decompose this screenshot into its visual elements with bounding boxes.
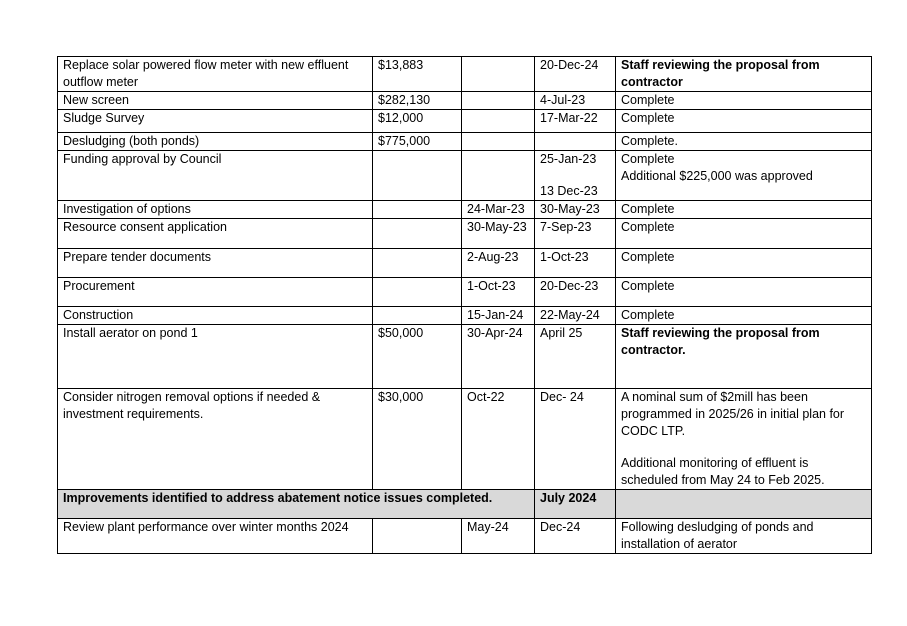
table-row [58,110,872,133]
end-date-cell: 30-May-23 [535,201,616,219]
task-cell: Construction [58,307,373,325]
end-date-cell: April 25 [535,325,616,389]
start-date-cell [462,92,535,110]
table-row [58,133,872,151]
cost-cell: $282,130 [373,92,462,110]
table-row [58,389,872,490]
start-date-cell [462,110,535,133]
paragraph-gap [621,440,866,455]
end-date-cell: Dec-24 [535,519,616,554]
task-cell: Review plant performance over winter months 2024 [58,519,373,554]
task-cell: New screen [58,92,373,110]
project-status-table [57,56,872,554]
status-cell: Complete [616,307,872,325]
end-date-cell [535,133,616,151]
status-cell: Staff reviewing the proposal from contractor. [616,325,872,389]
table-row [58,249,872,278]
cost-cell [373,219,462,249]
table-row [58,278,872,307]
summary-empty-cell [616,490,872,519]
status-cell: Complete [616,92,872,110]
status-cell: Complete [616,201,872,219]
end-date-cell: 7-Sep-23 [535,219,616,249]
table-row [58,151,872,201]
task-cell: Prepare tender documents [58,249,373,278]
table-row [58,307,872,325]
task-cell: Consider nitrogen removal options if needed & investment requirements. [58,389,373,490]
task-cell: Replace solar powered flow meter with new effluent outflow meter [58,57,373,92]
task-cell: Sludge Survey [58,110,373,133]
start-date-cell: 30-Apr-24 [462,325,535,389]
end-date-cell: Dec- 24 [535,389,616,490]
end-date-line: 25-Jan-23 [540,152,597,166]
table-row [58,325,872,389]
cost-cell [373,278,462,307]
start-date-cell: May-24 [462,519,535,554]
status-line: Additional $225,000 was approved [621,169,813,183]
start-date-cell: 2-Aug-23 [462,249,535,278]
end-date-line: 13 Dec-23 [540,184,598,198]
status-paragraph: Additional monitoring of effluent is scheduled from May 24 to Feb 2025. [621,456,825,487]
cost-cell [373,307,462,325]
status-line: Complete [621,152,675,166]
status-paragraph: A nominal sum of $2mill has been programmed in 2025/26 in initial plan for CODC LTP. [621,390,845,438]
status-cell: Complete [616,278,872,307]
end-date-cell: 20-Dec-23 [535,278,616,307]
summary-row [58,490,872,519]
task-cell: Install aerator on pond 1 [58,325,373,389]
start-date-cell [462,151,535,201]
status-cell: Complete [616,249,872,278]
task-cell: Desludging (both ponds) [58,133,373,151]
status-cell: Staff reviewing the proposal from contractor [616,57,872,92]
start-date-cell [462,133,535,151]
table-row [58,219,872,249]
status-cell [616,151,872,201]
start-date-cell: 30-May-23 [462,219,535,249]
cost-cell [373,151,462,201]
cost-cell [373,249,462,278]
end-date-cell [535,151,616,201]
start-date-cell: 24-Mar-23 [462,201,535,219]
cost-cell: $775,000 [373,133,462,151]
start-date-cell: Oct-22 [462,389,535,490]
table-row [58,201,872,219]
table-row [58,519,872,554]
task-cell: Funding approval by Council [58,151,373,201]
end-date-cell: 22-May-24 [535,307,616,325]
end-date-cell: 20-Dec-24 [535,57,616,92]
status-cell: Complete. [616,133,872,151]
table-row [58,57,872,92]
summary-date-cell: July 2024 [535,490,616,519]
summary-text-cell: Improvements identified to address abatement notice issues completed. [58,490,535,519]
task-cell: Resource consent application [58,219,373,249]
cost-cell: $30,000 [373,389,462,490]
cost-cell: $13,883 [373,57,462,92]
status-cell: Complete [616,219,872,249]
cost-cell: $12,000 [373,110,462,133]
status-cell: Following desludging of ponds and installation of aerator [616,519,872,554]
cost-cell: $50,000 [373,325,462,389]
start-date-cell: 15-Jan-24 [462,307,535,325]
table-row [58,92,872,110]
start-date-cell [462,57,535,92]
cost-cell [373,201,462,219]
line-gap [540,168,610,183]
task-cell: Procurement [58,278,373,307]
status-cell: Complete [616,110,872,133]
task-cell: Investigation of options [58,201,373,219]
end-date-cell: 4-Jul-23 [535,92,616,110]
status-cell [616,389,872,490]
end-date-cell: 17-Mar-22 [535,110,616,133]
cost-cell [373,519,462,554]
start-date-cell: 1-Oct-23 [462,278,535,307]
end-date-cell: 1-Oct-23 [535,249,616,278]
